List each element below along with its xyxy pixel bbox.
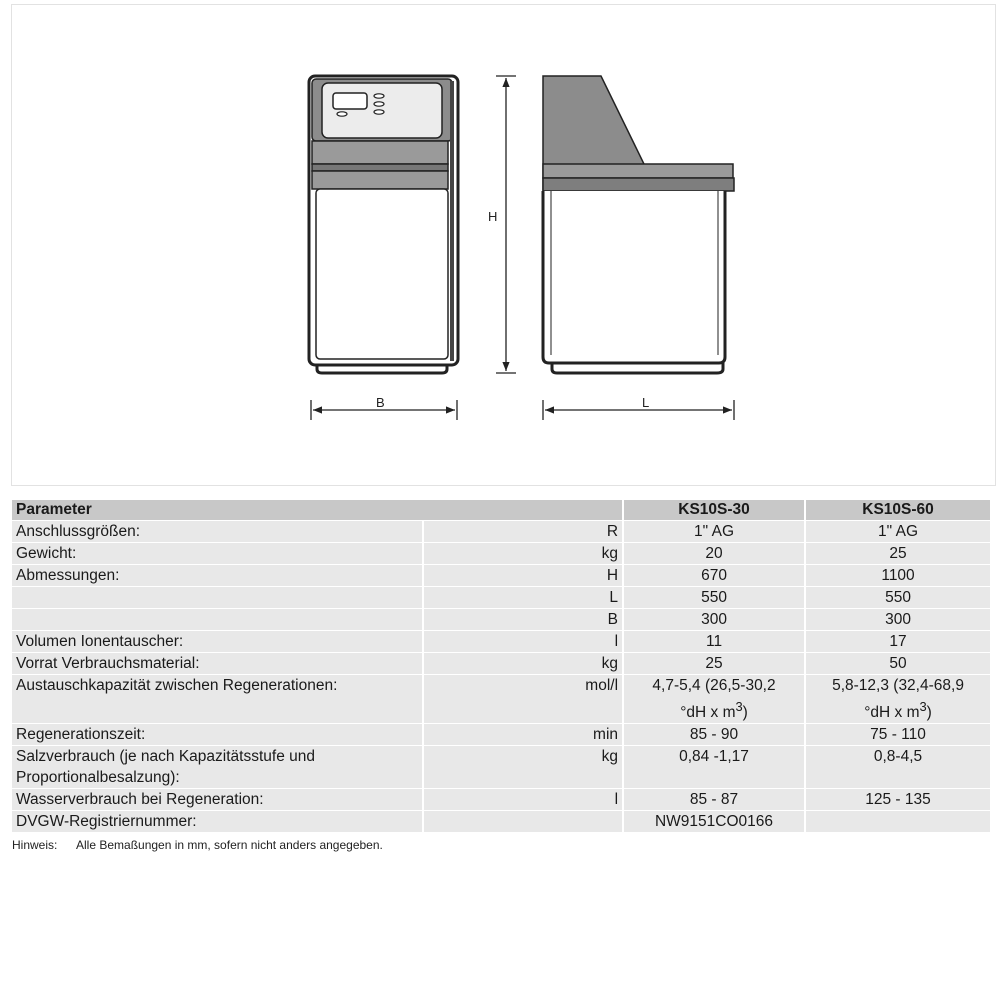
value-line-2: °dH x m (864, 704, 920, 722)
param-cell (12, 609, 424, 631)
param-cell: Austauschkapazität zwischen Regenerationen: (12, 675, 424, 724)
table-row (12, 521, 990, 543)
value-cell-ks10s-60: 50 (806, 653, 990, 675)
unit-cell: l (424, 631, 624, 653)
value-cell-ks10s-30: 300 (624, 609, 806, 631)
value-cell-ks10s-60: 75 - 110 (806, 724, 990, 746)
table-row (12, 746, 990, 789)
unit-cell: kg (424, 653, 624, 675)
value-cell-ks10s-60: 125 - 135 (806, 789, 990, 811)
technical-drawing (11, 4, 996, 486)
superscript-3: 3 (735, 699, 743, 714)
value-cell-ks10s-30: 0,84 -1,17 (624, 746, 806, 789)
value-line-1: 5,8-12,3 (32,4-68,9 (832, 677, 964, 694)
value-cell-ks10s-30: NW9151CO0166 (624, 811, 806, 833)
superscript-3: 3 (919, 699, 927, 714)
value-line-1: 4,7-5,4 (26,5-30,2 (652, 677, 776, 694)
unit-cell: H (424, 565, 624, 587)
unit-cell: R (424, 521, 624, 543)
value-cell-ks10s-60: 300 (806, 609, 990, 631)
value-cell-ks10s-30: 11 (624, 631, 806, 653)
dimension-h (496, 76, 516, 373)
value-cell-ks10s-60: 1100 (806, 565, 990, 587)
header-parameter: Parameter (12, 500, 624, 521)
param-cell: Abmessungen: (12, 565, 424, 587)
unit-cell: mol/l (424, 675, 624, 724)
table-row (12, 631, 990, 653)
value-cell-ks10s-30: 85 - 87 (624, 789, 806, 811)
value-cell-ks10s-30: 25 (624, 653, 806, 675)
header-model-ks10s-60: KS10S-60 (806, 500, 990, 521)
value-cell-ks10s-60: 0,8-4,5 (806, 746, 990, 789)
param-cell: DVGW-Registriernummer: (12, 811, 424, 833)
table-header-row (12, 500, 990, 521)
unit-cell: kg (424, 543, 624, 565)
footnote-label: Hinweis: (12, 838, 58, 852)
unit-cell: kg (424, 746, 624, 789)
value-cell-ks10s-30 (624, 675, 806, 724)
param-cell: Gewicht: (12, 543, 424, 565)
table-row (12, 811, 990, 833)
front-view (309, 76, 458, 373)
param-cell: Salzverbrauch (je nach Kapazitätsstufe und Proportionalbesalzung): (12, 746, 424, 789)
param-cell: Regenerationszeit: (12, 724, 424, 746)
table-row (12, 675, 990, 724)
param-cell: Volumen Ionentauscher: (12, 631, 424, 653)
param-cell: Vorrat Verbrauchsmaterial: (12, 653, 424, 675)
value-cell-ks10s-30: 1" AG (624, 521, 806, 543)
table-row (12, 609, 990, 631)
closing-paren: ) (926, 704, 932, 722)
value-cell-ks10s-60 (806, 811, 990, 833)
value-cell-ks10s-60: 17 (806, 631, 990, 653)
dimension-drawing (12, 5, 997, 487)
dimension-h-label: H (488, 209, 498, 224)
table-row (12, 543, 990, 565)
value-cell-ks10s-30: 85 - 90 (624, 724, 806, 746)
unit-cell: B (424, 609, 624, 631)
dimension-l (543, 400, 734, 420)
unit-cell: L (424, 587, 624, 609)
closing-paren: ) (742, 704, 748, 722)
dimension-b-label: B (376, 395, 385, 410)
value-cell-ks10s-30: 20 (624, 543, 806, 565)
table-row (12, 565, 990, 587)
value-cell-ks10s-30: 670 (624, 565, 806, 587)
dimension-l-label: L (642, 395, 650, 410)
value-line-2: °dH x m (680, 704, 736, 722)
value-cell-ks10s-30: 550 (624, 587, 806, 609)
spec-table (12, 500, 990, 833)
table-row (12, 587, 990, 609)
footnote-text: Alle Bemaßungen in mm, sofern nicht anders angegeben. (76, 838, 383, 852)
table-row (12, 724, 990, 746)
unit-cell: min (424, 724, 624, 746)
value-cell-ks10s-60: 550 (806, 587, 990, 609)
footnote (12, 838, 383, 852)
param-cell: Wasserverbrauch bei Regeneration: (12, 789, 424, 811)
value-cell-ks10s-60: 25 (806, 543, 990, 565)
unit-cell (424, 811, 624, 833)
value-cell-ks10s-60: 1" AG (806, 521, 990, 543)
table-row (12, 789, 990, 811)
param-cell: Anschlussgrößen: (12, 521, 424, 543)
table-row (12, 653, 990, 675)
side-view (543, 76, 734, 373)
header-model-ks10s-30: KS10S-30 (624, 500, 806, 521)
value-cell-ks10s-60 (806, 675, 990, 724)
param-cell (12, 587, 424, 609)
unit-cell: l (424, 789, 624, 811)
